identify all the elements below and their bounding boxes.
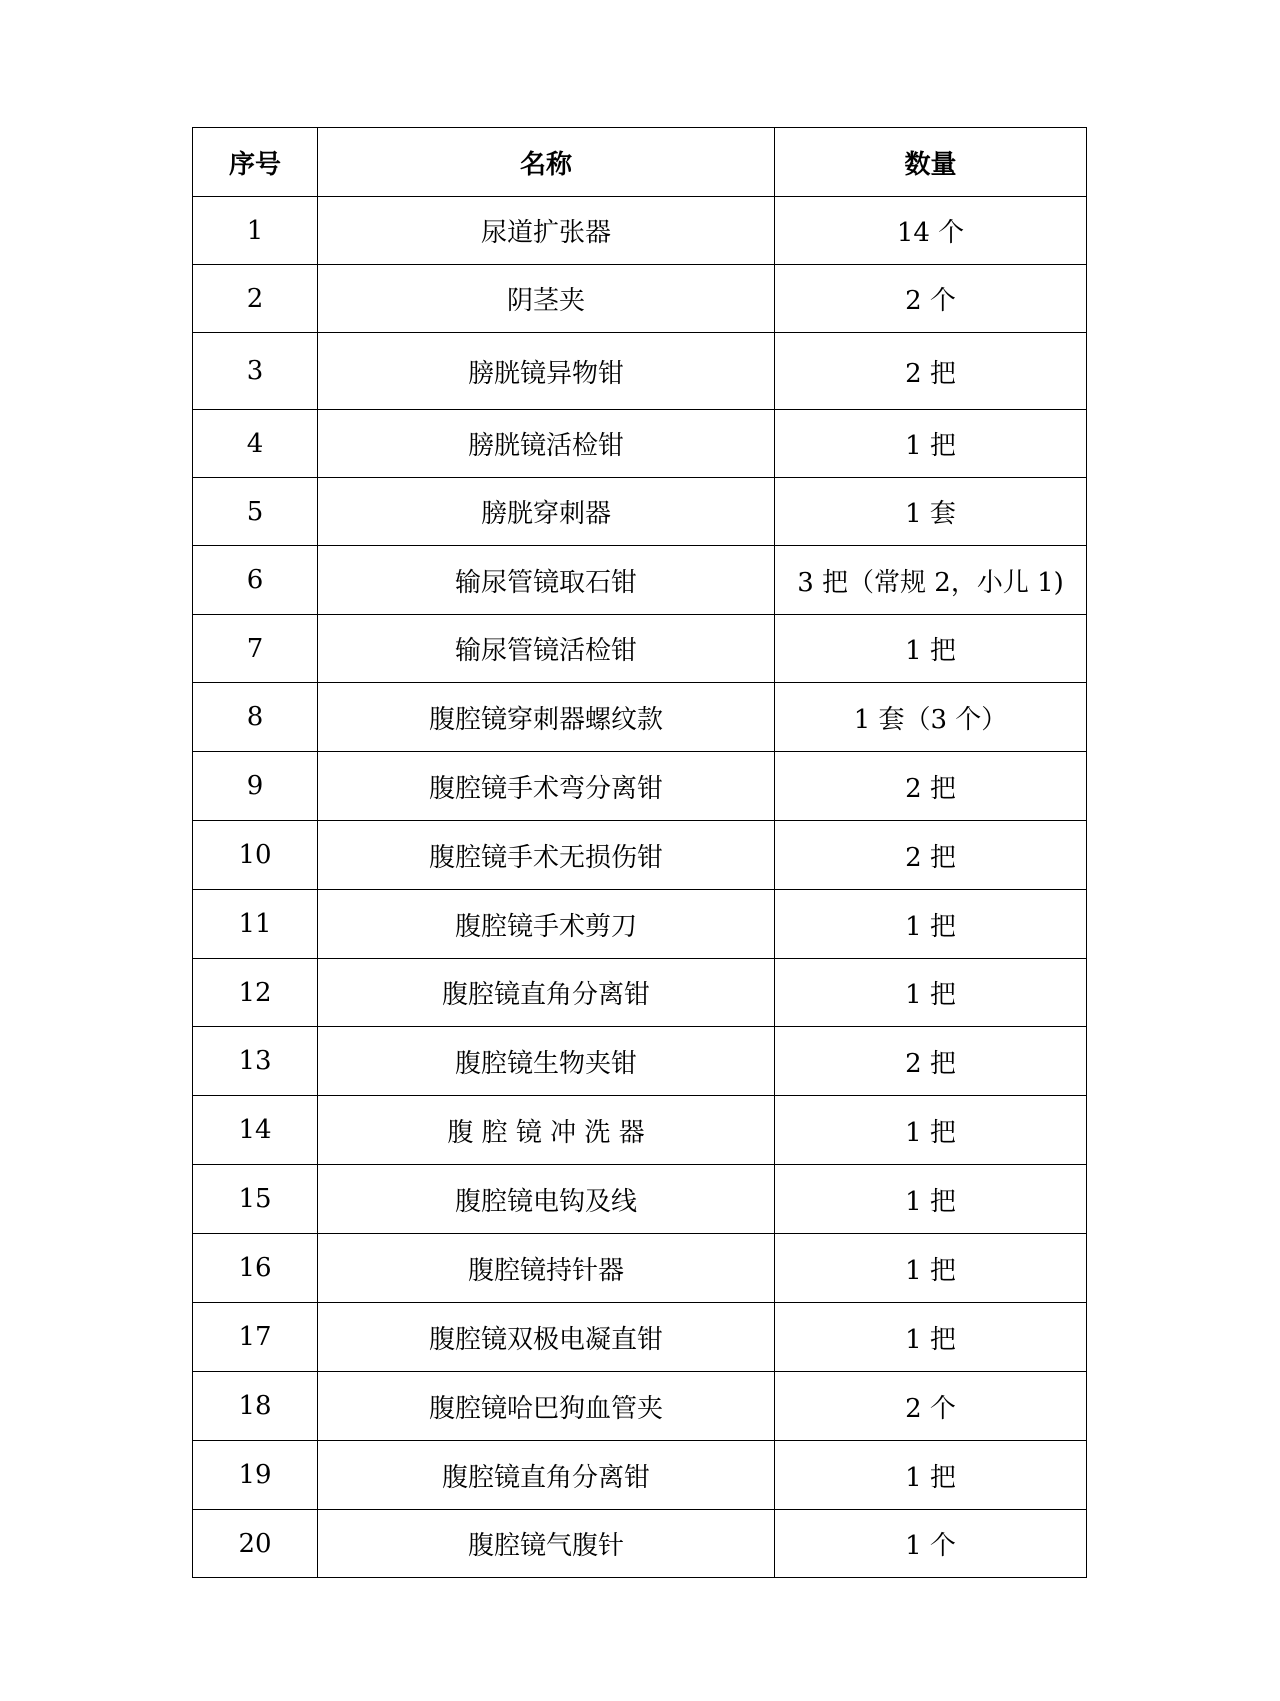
cell-serial-number: 11 bbox=[193, 890, 318, 959]
cell-quantity: 3 把（常规 2，小儿 1) bbox=[775, 546, 1087, 615]
cell-serial-number: 7 bbox=[193, 615, 318, 683]
cell-quantity: 1 把 bbox=[775, 1096, 1087, 1165]
table-row bbox=[193, 959, 1087, 1027]
cell-name: 腹腔镜电钩及线 bbox=[318, 1165, 775, 1234]
cell-serial-number: 5 bbox=[193, 478, 318, 546]
cell-quantity: 2 把 bbox=[775, 821, 1087, 890]
cell-name: 阴茎夹 bbox=[318, 265, 775, 333]
table-row bbox=[193, 1096, 1087, 1165]
cell-name: 输尿管镜活检钳 bbox=[318, 615, 775, 683]
cell-name: 腹 腔 镜 冲 洗 器 bbox=[318, 1096, 775, 1165]
cell-name: 腹腔镜双极电凝直钳 bbox=[318, 1303, 775, 1372]
cell-quantity: 1 把 bbox=[775, 615, 1087, 683]
cell-name: 腹腔镜哈巴狗血管夹 bbox=[318, 1372, 775, 1441]
cell-serial-number: 18 bbox=[193, 1372, 318, 1441]
cell-quantity: 1 把 bbox=[775, 890, 1087, 959]
cell-quantity: 1 把 bbox=[775, 1165, 1087, 1234]
cell-serial-number: 2 bbox=[193, 265, 318, 333]
cell-name: 尿道扩张器 bbox=[318, 197, 775, 265]
table-row bbox=[193, 1027, 1087, 1096]
cell-serial-number: 6 bbox=[193, 546, 318, 615]
cell-quantity: 2 个 bbox=[775, 265, 1087, 333]
table-row bbox=[193, 1234, 1087, 1303]
cell-quantity: 1 把 bbox=[775, 959, 1087, 1027]
table-row bbox=[193, 333, 1087, 410]
cell-serial-number: 4 bbox=[193, 410, 318, 478]
cell-quantity: 2 个 bbox=[775, 1372, 1087, 1441]
cell-quantity: 1 套 bbox=[775, 478, 1087, 546]
table-row bbox=[193, 1441, 1087, 1510]
cell-serial-number: 15 bbox=[193, 1165, 318, 1234]
cell-serial-number: 1 bbox=[193, 197, 318, 265]
table-header-row bbox=[193, 128, 1087, 197]
cell-name: 腹腔镜直角分离钳 bbox=[318, 1441, 775, 1510]
cell-serial-number: 16 bbox=[193, 1234, 318, 1303]
cell-quantity: 2 把 bbox=[775, 1027, 1087, 1096]
cell-serial-number: 12 bbox=[193, 959, 318, 1027]
cell-name: 腹腔镜持针器 bbox=[318, 1234, 775, 1303]
cell-name: 腹腔镜手术无损伤钳 bbox=[318, 821, 775, 890]
table-row bbox=[193, 265, 1087, 333]
table-row bbox=[193, 546, 1087, 615]
cell-quantity: 1 把 bbox=[775, 1234, 1087, 1303]
table-row bbox=[193, 410, 1087, 478]
table-row bbox=[193, 615, 1087, 683]
table-row bbox=[193, 890, 1087, 959]
table-row bbox=[193, 197, 1087, 265]
cell-serial-number: 8 bbox=[193, 683, 318, 752]
cell-quantity: 14 个 bbox=[775, 197, 1087, 265]
cell-name: 腹腔镜生物夹钳 bbox=[318, 1027, 775, 1096]
cell-name: 膀胱镜活检钳 bbox=[318, 410, 775, 478]
cell-serial-number: 3 bbox=[193, 333, 318, 410]
cell-quantity: 1 把 bbox=[775, 1441, 1087, 1510]
cell-name: 腹腔镜气腹针 bbox=[318, 1510, 775, 1578]
cell-name: 腹腔镜手术剪刀 bbox=[318, 890, 775, 959]
header-quantity: 数量 bbox=[775, 128, 1087, 197]
cell-quantity: 1 把 bbox=[775, 410, 1087, 478]
cell-name: 膀胱穿刺器 bbox=[318, 478, 775, 546]
table-row bbox=[193, 821, 1087, 890]
cell-quantity: 1 个 bbox=[775, 1510, 1087, 1578]
cell-serial-number: 17 bbox=[193, 1303, 318, 1372]
cell-name: 腹腔镜直角分离钳 bbox=[318, 959, 775, 1027]
header-name: 名称 bbox=[318, 128, 775, 197]
header-serial-number: 序号 bbox=[193, 128, 318, 197]
cell-quantity: 2 把 bbox=[775, 333, 1087, 410]
cell-serial-number: 10 bbox=[193, 821, 318, 890]
table-row bbox=[193, 478, 1087, 546]
cell-name: 膀胱镜异物钳 bbox=[318, 333, 775, 410]
cell-serial-number: 9 bbox=[193, 752, 318, 821]
cell-name: 腹腔镜穿刺器螺纹款 bbox=[318, 683, 775, 752]
cell-quantity: 1 把 bbox=[775, 1303, 1087, 1372]
cell-serial-number: 14 bbox=[193, 1096, 318, 1165]
cell-serial-number: 13 bbox=[193, 1027, 318, 1096]
cell-name: 输尿管镜取石钳 bbox=[318, 546, 775, 615]
table-row bbox=[193, 1165, 1087, 1234]
table-row bbox=[193, 1372, 1087, 1441]
table-row bbox=[193, 1303, 1087, 1372]
cell-quantity: 2 把 bbox=[775, 752, 1087, 821]
cell-serial-number: 19 bbox=[193, 1441, 318, 1510]
cell-quantity: 1 套（3 个） bbox=[775, 683, 1087, 752]
table-row bbox=[193, 683, 1087, 752]
table-row bbox=[193, 1510, 1087, 1578]
table-row bbox=[193, 752, 1087, 821]
cell-name: 腹腔镜手术弯分离钳 bbox=[318, 752, 775, 821]
equipment-table bbox=[192, 127, 1087, 1578]
cell-serial-number: 20 bbox=[193, 1510, 318, 1578]
